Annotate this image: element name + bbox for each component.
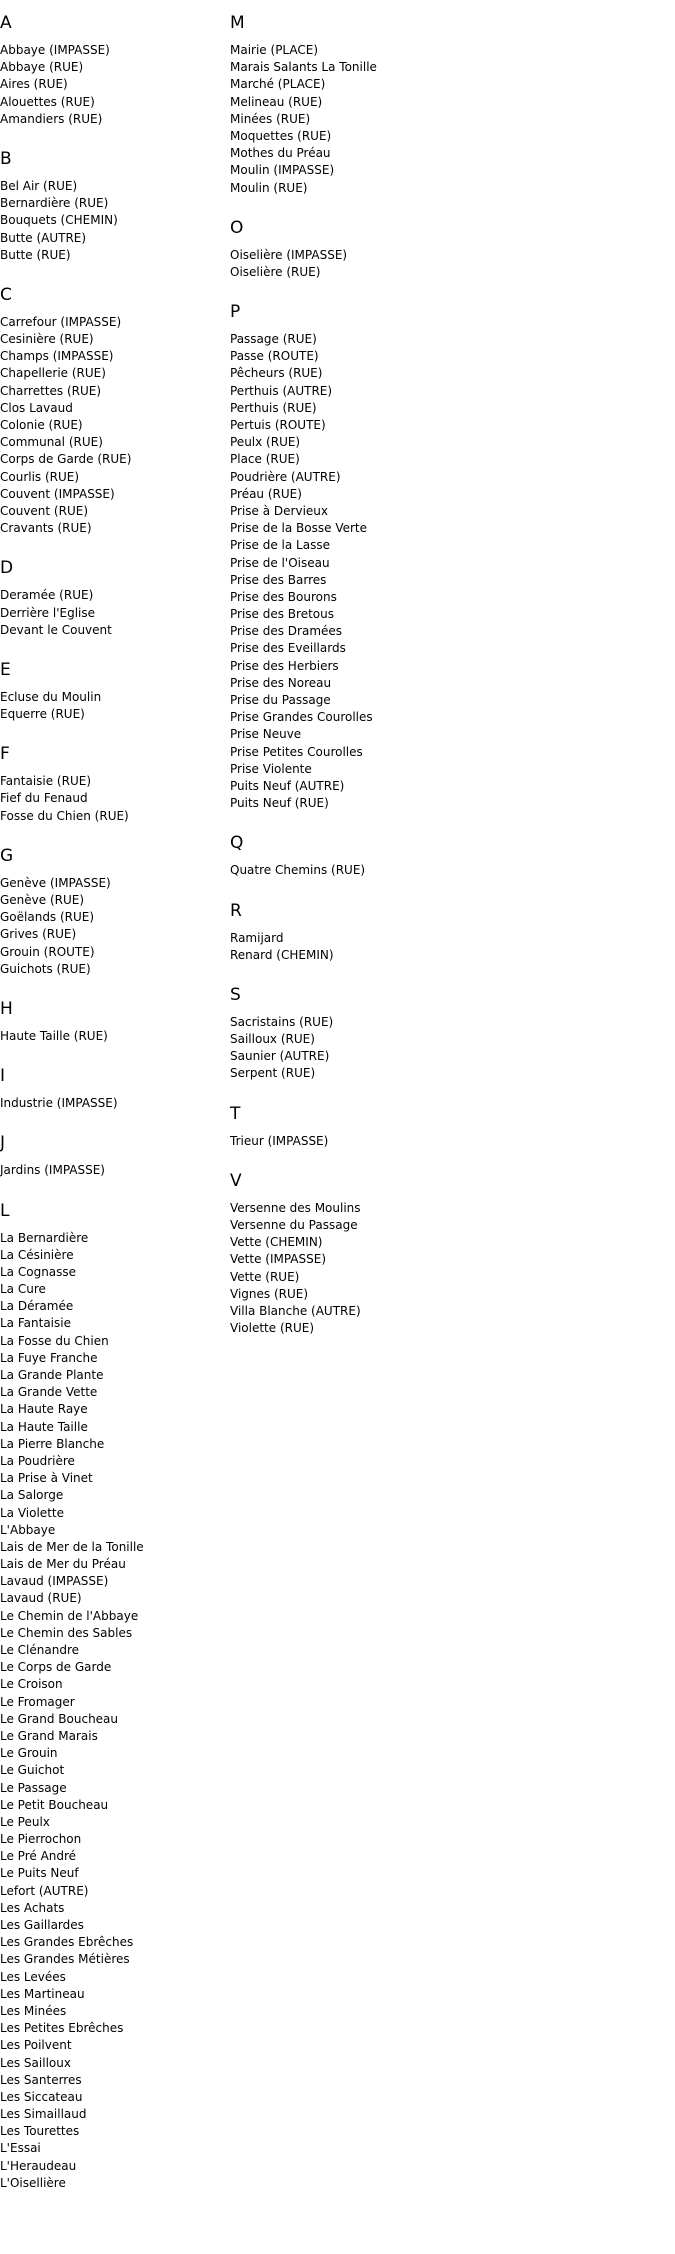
street-entry: Equerre (RUE) — [0, 707, 85, 722]
street-entry: Fosse du Chien (RUE) — [0, 808, 129, 823]
street-entry: Ramijard — [230, 930, 284, 945]
letter-section — [0, 284, 225, 537]
street-entry: Perthuis (AUTRE) — [230, 383, 333, 398]
street-entry: La Grande Vette — [0, 1385, 98, 1400]
street-list — [0, 587, 225, 639]
street-entry: Bouquets (CHEMIN) — [0, 213, 118, 228]
street-entry: Moulin (IMPASSE) — [230, 163, 335, 178]
street-entry: Derrière l'Eglise — [0, 605, 95, 620]
street-entry: L'Abbaye — [0, 1522, 56, 1537]
street-entry: Champs (IMPASSE) — [0, 349, 114, 364]
street-entry: Deramée (RUE) — [0, 588, 94, 603]
street-entry: Vette (IMPASSE) — [230, 1252, 327, 1267]
street-entry: Le Pierrochon — [0, 1832, 82, 1847]
street-entry: Moquettes (RUE) — [230, 128, 332, 143]
street-entry: La Fantaisie — [0, 1316, 71, 1331]
street-entry: La Bernardière — [0, 1230, 89, 1245]
street-entry: Guichots (RUE) — [0, 961, 91, 976]
street-entry: Couvent (RUE) — [0, 503, 89, 518]
street-entry: Courlis (RUE) — [0, 469, 80, 484]
street-entry: Lefort (AUTRE) — [0, 1883, 89, 1898]
street-entry: Les Martineau — [0, 1986, 85, 2001]
street-list — [0, 314, 225, 537]
street-entry: Couvent (IMPASSE) — [0, 486, 115, 501]
street-entry: Devant le Couvent — [0, 622, 112, 637]
street-entry: Abbaye (IMPASSE) — [0, 43, 110, 57]
street-entry: Prise de la Bosse Verte — [230, 521, 368, 536]
street-entry: Perthuis (RUE) — [230, 400, 317, 415]
street-entry: Grouin (ROUTE) — [0, 944, 95, 959]
street-entry: Les Achats — [0, 1900, 65, 1915]
street-entry: Fantaisie (RUE) — [0, 774, 92, 789]
street-entry: Aires (RUE) — [0, 77, 68, 92]
street-entry: Mairie (PLACE) — [230, 43, 319, 57]
letter-section — [230, 900, 455, 964]
street-entry: Communal (RUE) — [0, 435, 103, 450]
street-entry: Amandiers (RUE) — [0, 111, 103, 126]
section-letter-heading: I — [0, 1066, 6, 1087]
street-entry: Passage (RUE) — [230, 332, 317, 347]
street-entry: L'Oisellière — [0, 2175, 66, 2190]
street-entry: Abbaye (RUE) — [0, 60, 84, 75]
street-entry: Les Minées — [0, 2003, 67, 2018]
street-entry: Lavaud (IMPASSE) — [0, 1574, 109, 1589]
street-list — [0, 689, 225, 723]
letter-section — [0, 998, 225, 1045]
street-entry: Les Poilvent — [0, 2038, 72, 2053]
street-entry: Prise de la Lasse — [230, 538, 330, 553]
letter-section — [0, 659, 225, 723]
street-index-right-column — [230, 0, 455, 1357]
section-letter-heading: O — [230, 217, 244, 238]
street-entry: Villa Blanche (AUTRE) — [230, 1303, 361, 1318]
street-entry: Les Gaillardes — [0, 1918, 84, 1932]
street-entry: Prise des Barres — [230, 572, 327, 587]
street-entry: Le Fromager — [0, 1694, 75, 1709]
street-entry: Prise du Passage — [230, 693, 331, 707]
street-entry: Renard (CHEMIN) — [230, 947, 334, 962]
street-list — [230, 1200, 455, 1338]
street-entry: La Salorge — [0, 1488, 64, 1503]
letter-section — [0, 743, 225, 825]
street-entry: Place (RUE) — [230, 452, 300, 467]
street-entry: Prise à Dervieux — [230, 503, 328, 518]
street-entry: Trieur (IMPASSE) — [230, 1133, 329, 1148]
street-entry: Préau (RUE) — [230, 486, 302, 501]
street-entry: Prise de l'Oiseau — [230, 555, 330, 570]
letter-section — [230, 217, 455, 281]
street-entry: Le Peulx — [0, 1814, 50, 1829]
street-entry: La Fosse du Chien — [0, 1333, 109, 1348]
section-letter-heading: L — [0, 1200, 10, 1221]
letter-section — [230, 1103, 455, 1150]
letter-section — [230, 1170, 455, 1338]
street-entry: Bel Air (RUE) — [0, 178, 78, 193]
street-entry: Les Grandes Métières — [0, 1952, 130, 1967]
street-entry: Lavaud (RUE) — [0, 1591, 82, 1606]
letter-section — [0, 148, 225, 264]
street-entry: Le Grand Marais — [0, 1728, 98, 1743]
letter-section — [0, 845, 225, 978]
street-entry: Ecluse du Moulin — [0, 689, 102, 704]
street-entry: Le Puits Neuf — [0, 1866, 79, 1881]
street-list — [230, 930, 455, 964]
street-entry: Goëlands (RUE) — [0, 910, 95, 925]
street-entry: Les Sailloux — [0, 2055, 71, 2070]
street-entry: L'Essai — [0, 2141, 41, 2156]
street-entry: Pêcheurs (RUE) — [230, 366, 323, 381]
street-entry: Mothes du Préau — [230, 146, 331, 161]
section-letter-heading: P — [230, 302, 241, 323]
street-entry: Pertuis (ROUTE) — [230, 418, 326, 432]
letter-section — [0, 1200, 225, 2193]
street-entry: Les Levées — [0, 1969, 66, 1984]
street-entry: Les Petites Ebrêches — [0, 2021, 124, 2036]
street-entry: La Violette — [0, 1505, 64, 1520]
street-entry: Prise Petites Courolles — [230, 744, 363, 759]
street-index-left-column — [0, 0, 225, 2212]
street-entry: Sacristains (RUE) — [230, 1014, 334, 1029]
street-entry: Haute Taille (RUE) — [0, 1028, 108, 1043]
section-letter-heading: B — [0, 148, 12, 169]
street-entry: La Haute Taille — [0, 1419, 88, 1434]
street-list — [0, 875, 225, 978]
street-entry: Le Pré André — [0, 1849, 77, 1864]
street-entry: Puits Neuf (RUE) — [230, 796, 329, 811]
street-entry: Prise des Dramées — [230, 624, 343, 639]
street-entry: Butte (AUTRE) — [0, 230, 87, 245]
street-entry: Melineau (RUE) — [230, 94, 323, 109]
street-entry: Quatre Chemins (RUE) — [230, 863, 366, 878]
street-entry: Prise Grandes Courolles — [230, 710, 373, 725]
street-entry: Genève (RUE) — [0, 893, 85, 907]
street-entry: Prise Violente — [230, 761, 312, 776]
street-entry: Bernardière (RUE) — [0, 196, 109, 211]
street-list — [230, 1133, 455, 1150]
street-entry: La Prise à Vinet — [0, 1471, 93, 1486]
street-entry: Le Chemin des Sables — [0, 1625, 133, 1640]
section-letter-heading: G — [0, 845, 14, 866]
street-list — [230, 331, 455, 812]
street-list — [0, 178, 225, 264]
section-letter-heading: H — [0, 998, 13, 1019]
street-list — [230, 42, 455, 197]
street-entry: Marais Salants La Tonille — [230, 60, 377, 75]
street-entry: Prise des Bourons — [230, 589, 337, 604]
street-list — [0, 1028, 225, 1045]
street-entry: Les Simaillaud — [0, 2107, 87, 2122]
street-entry: Cravants (RUE) — [0, 521, 92, 536]
street-entry: La Haute Raye — [0, 1402, 88, 1417]
section-letter-heading: V — [230, 1170, 242, 1191]
street-entry: Peulx (RUE) — [230, 435, 301, 450]
street-list — [230, 247, 455, 281]
street-entry: Puits Neuf (AUTRE) — [230, 778, 345, 793]
street-entry: Le Chemin de l'Abbaye — [0, 1608, 139, 1623]
street-entry: La Césinière — [0, 1247, 74, 1262]
letter-section — [230, 12, 455, 197]
street-entry: Oiselière (RUE) — [230, 264, 321, 279]
street-entry: Les Tourettes — [0, 2124, 80, 2139]
street-entry: Le Passage — [0, 1780, 67, 1795]
street-list — [230, 1014, 455, 1083]
street-entry: Sailloux (RUE) — [230, 1032, 315, 1047]
street-entry: Prise des Bretous — [230, 607, 334, 622]
section-letter-heading: A — [0, 13, 12, 33]
street-entry: Marché (PLACE) — [230, 77, 326, 92]
street-list — [230, 862, 455, 879]
street-entry: Clos Lavaud — [0, 400, 73, 415]
section-letter-heading: E — [0, 659, 11, 680]
street-entry: La Pierre Blanche — [0, 1436, 105, 1451]
street-entry: Serpent (RUE) — [230, 1066, 316, 1081]
street-entry: Jardins (IMPASSE) — [0, 1163, 105, 1178]
street-entry: Les Grandes Ebrêches — [0, 1935, 134, 1950]
street-entry: Violette (RUE) — [230, 1321, 315, 1336]
street-entry: Butte (RUE) — [0, 247, 71, 262]
street-list — [0, 1095, 225, 1112]
letter-section — [230, 301, 455, 812]
street-entry: Lais de Mer du Préau — [0, 1557, 126, 1572]
street-entry: La Déramée — [0, 1299, 74, 1314]
street-entry: Carrefour (IMPASSE) — [0, 314, 122, 329]
street-entry: Lais de Mer de la Tonille — [0, 1539, 144, 1554]
section-letter-heading: C — [0, 284, 12, 305]
letter-section — [0, 557, 225, 639]
street-entry: La Poudrière — [0, 1453, 75, 1468]
street-entry: La Cure — [0, 1282, 46, 1297]
street-entry: Genève (IMPASSE) — [0, 875, 111, 890]
street-entry: Versenne des Moulins — [230, 1200, 361, 1215]
street-entry: Les Santerres — [0, 2072, 82, 2087]
street-entry: La Fuye Franche — [0, 1350, 98, 1365]
section-letter-heading: M — [230, 13, 245, 33]
street-entry: Chapellerie (RUE) — [0, 366, 106, 381]
street-entry: Oiselière (IMPASSE) — [230, 247, 348, 262]
street-entry: Minées (RUE) — [230, 111, 311, 126]
street-entry: Vette (RUE) — [230, 1269, 300, 1284]
section-letter-heading: T — [230, 1103, 241, 1124]
street-entry: Industrie (IMPASSE) — [0, 1096, 118, 1111]
street-list — [0, 773, 225, 825]
street-entry: Le Corps de Garde — [0, 1660, 112, 1675]
letter-section — [230, 984, 455, 1083]
street-entry: Grives (RUE) — [0, 927, 77, 942]
street-entry: Saunier (AUTRE) — [230, 1049, 330, 1064]
street-entry: Prise des Noreau — [230, 675, 332, 690]
street-entry: Fief du Fenaud — [0, 791, 88, 806]
street-entry: Passe (ROUTE) — [230, 349, 319, 364]
street-entry: Vignes (RUE) — [230, 1286, 309, 1301]
street-entry: Charrettes (RUE) — [0, 383, 102, 398]
street-entry: Colonie (RUE) — [0, 418, 83, 432]
street-entry: Prise des Herbiers — [230, 658, 339, 673]
street-entry: Les Siccateau — [0, 2089, 83, 2104]
letter-section — [0, 1132, 225, 1179]
street-entry: Le Petit Boucheau — [0, 1797, 109, 1812]
street-entry: Prise des Eveillards — [230, 641, 346, 656]
street-list — [0, 1162, 225, 1179]
street-entry: Le Guichot — [0, 1763, 65, 1778]
street-list — [0, 42, 225, 128]
street-entry: Le Croison — [0, 1677, 63, 1692]
street-entry: Alouettes (RUE) — [0, 94, 95, 109]
street-entry: Le Clénandre — [0, 1643, 80, 1657]
street-entry: Corps de Garde (RUE) — [0, 452, 132, 467]
section-letter-heading: R — [230, 900, 242, 921]
street-entry: Le Grouin — [0, 1746, 58, 1761]
street-list — [0, 1230, 225, 2193]
section-letter-heading: S — [230, 984, 241, 1005]
section-letter-heading: Q — [230, 833, 244, 854]
section-letter-heading: J — [0, 1133, 6, 1154]
street-entry: Poudrière (AUTRE) — [230, 469, 341, 484]
street-entry: La Grande Plante — [0, 1368, 104, 1382]
letter-section — [230, 832, 455, 879]
street-entry: L'Heraudeau — [0, 2158, 77, 2173]
street-entry: Le Grand Boucheau — [0, 1711, 119, 1726]
street-entry: Vette (CHEMIN) — [230, 1235, 323, 1250]
street-entry: Cesinière (RUE) — [0, 332, 94, 347]
street-entry: Moulin (RUE) — [230, 180, 308, 195]
letter-section — [0, 1065, 225, 1112]
street-entry: Versenne du Passage — [230, 1218, 358, 1232]
letter-section — [0, 12, 225, 128]
section-letter-heading: F — [0, 744, 10, 765]
street-entry: La Cognasse — [0, 1264, 77, 1279]
section-letter-heading: D — [0, 558, 14, 579]
street-entry: Prise Neuve — [230, 727, 302, 742]
